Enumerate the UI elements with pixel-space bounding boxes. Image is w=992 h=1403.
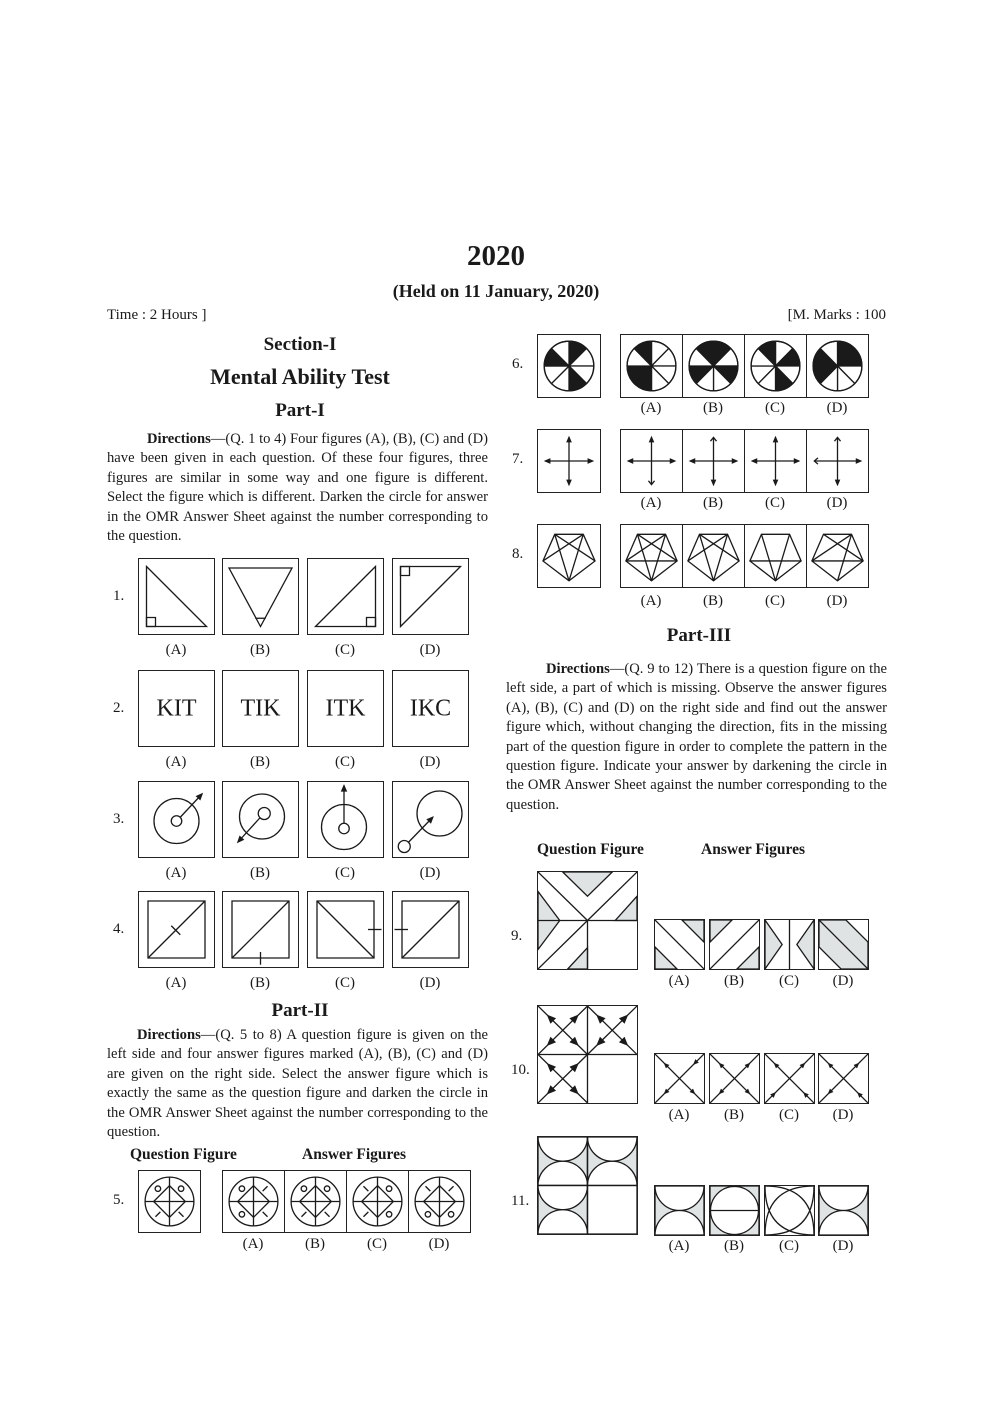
answer-figures-heading: Answer Figures — [701, 841, 806, 858]
figure-drawing — [223, 892, 298, 967]
figure-drawing — [745, 525, 806, 587]
question-number: 6. — [512, 356, 524, 372]
part1-directions — [107, 430, 488, 546]
option-figure-a — [620, 334, 683, 398]
option-figure-c — [744, 524, 807, 588]
figure-stroke — [363, 1212, 368, 1217]
option-figure-d — [408, 1170, 471, 1233]
figure-circle — [448, 1212, 453, 1217]
figure-drawing — [139, 1171, 200, 1232]
figure-stroke — [232, 901, 289, 958]
figure-drawing — [538, 525, 600, 587]
option-figure-b — [222, 891, 299, 968]
option-figure-a — [654, 1185, 705, 1236]
option-label: (B) — [250, 642, 270, 658]
option-label: (D) — [419, 642, 441, 658]
figure-drawing — [347, 1171, 408, 1232]
answer-figures-heading: Answer Figures — [302, 1146, 407, 1163]
figure-stroke — [637, 534, 651, 581]
arrowhead-icon — [774, 480, 778, 484]
directions-label: Directions — [147, 431, 211, 447]
figure-circle — [178, 1186, 183, 1191]
question-number: 2. — [113, 700, 125, 716]
directions-text: —(Q. 5 to 8) A question figure is given on the left side and four answer figures marked (A), (B), (C) and (D) are given on the right side. Select the answer figure which is exactly the same as the question figure and darken the circle in the OMR Answer Sheet against the number corresponding to the question. — [107, 1027, 488, 1141]
figure-polygon — [750, 534, 801, 581]
question-number: 10. — [511, 1062, 530, 1078]
arrowhead-icon — [670, 459, 674, 463]
figure-rect — [367, 618, 376, 627]
option-figure-d — [806, 429, 869, 493]
figure-drawing — [223, 559, 298, 634]
option-label: (C) — [765, 593, 785, 609]
test-title: Mental Ability Test — [210, 364, 390, 389]
figure-word: TIK — [240, 695, 281, 721]
figure-drawing — [745, 335, 806, 397]
question-number: 9. — [511, 928, 523, 944]
option-figure-b — [222, 670, 299, 747]
figure-polygon — [812, 534, 863, 581]
figure-drawing — [223, 782, 298, 857]
figure-drawing — [223, 1171, 284, 1232]
part2-title: Part-II — [271, 1000, 329, 1021]
option-label: (C) — [779, 1107, 799, 1123]
figure-drawing — [683, 525, 744, 587]
option-figure-d — [392, 781, 469, 858]
option-label: (D) — [826, 400, 848, 416]
question-number: 11. — [511, 1193, 530, 1209]
figure-drawing — [621, 335, 682, 397]
figure-polygon — [655, 947, 677, 969]
figure-drawing — [393, 559, 468, 634]
option-label: (B) — [305, 1236, 325, 1252]
figure-drawing — [819, 1054, 868, 1103]
figure-drawing — [538, 430, 600, 492]
figure-drawing — [393, 892, 468, 967]
option-figure-d — [806, 334, 869, 398]
question-figure — [537, 524, 601, 588]
option-figure-b — [709, 1185, 760, 1236]
figure-stroke — [714, 534, 728, 581]
part1-title: Part-I — [275, 400, 325, 421]
figure-drawing — [710, 1054, 759, 1103]
figure-stroke — [325, 1212, 330, 1217]
figure-drawing — [683, 335, 744, 397]
max-marks: [M. Marks : 100 — [787, 307, 886, 323]
figure-rect — [401, 567, 410, 576]
arrowhead-icon — [752, 459, 756, 463]
figure-circle — [155, 1186, 160, 1191]
arrowhead-icon — [650, 437, 654, 441]
option-label: (B) — [703, 495, 723, 511]
option-figure-b — [709, 919, 760, 970]
figure-word: KIT — [156, 695, 197, 721]
directions-label: Directions — [137, 1027, 201, 1043]
figure-drawing — [683, 430, 744, 492]
figure-drawing — [745, 430, 806, 492]
figure-circle — [417, 791, 462, 836]
option-figure-c — [764, 919, 815, 970]
figure-drawing — [710, 920, 759, 969]
directions-text: —(Q. 1 to 4) Four figures (A), (B), (C) and (D) have been given in each question. Of these four figures, three figures are similar in some way and one figure is different. Select the figure which is different. Darken the circle for answer in the OMR Answer Sheet against the number corresponding to the question. — [107, 431, 488, 545]
figure-polygon — [765, 920, 782, 969]
option-label: (C) — [765, 400, 785, 416]
figure-stroke — [652, 534, 666, 581]
figure-drawing — [765, 920, 814, 969]
question-number: 3. — [113, 811, 125, 827]
figure-polygon — [682, 920, 704, 942]
figure-stroke — [555, 534, 569, 581]
figure-path — [765, 1186, 814, 1235]
option-figure-d — [818, 1053, 869, 1104]
figure-drawing — [710, 1186, 759, 1235]
figure-rect — [588, 1186, 638, 1235]
option-label: (C) — [779, 973, 799, 989]
figure-drawing — [538, 1137, 637, 1234]
option-label: (B) — [703, 593, 723, 609]
option-figure-c — [307, 558, 384, 635]
figure-stroke — [363, 1186, 368, 1191]
option-label: (A) — [668, 1238, 690, 1254]
figure-stroke — [776, 534, 790, 581]
question-figure — [537, 1136, 638, 1235]
figure-drawing — [621, 430, 682, 492]
arrowhead-icon — [567, 437, 571, 441]
directions-label: Directions — [546, 661, 610, 677]
option-figure-d — [818, 919, 869, 970]
option-label: (C) — [779, 1238, 799, 1254]
option-label: (D) — [832, 1238, 854, 1254]
option-label: (A) — [640, 495, 662, 511]
question-figure — [537, 334, 601, 398]
question-figure — [537, 429, 601, 493]
figure-circle — [425, 1212, 430, 1217]
figure-drawing — [393, 782, 468, 857]
option-label: (B) — [724, 1238, 744, 1254]
directions-text: —(Q. 9 to 12) There is a question figure on the left side, a part of which is missing. Observe the answer figures (A), (B), (C) and (D) on the right side and find out the answer figure which, without changing the direction, fits in the missing part of the question figure in order to complete the pattern in the question figure. Indicate your answer by darkening the circle in the OMR Answer Sheet against the number corresponding to the question. — [506, 661, 887, 813]
part3-directions — [506, 660, 887, 815]
arrowhead-icon — [712, 480, 716, 484]
option-figure-a — [138, 670, 215, 747]
year-heading: 2020 — [467, 240, 525, 272]
option-label: (D) — [826, 593, 848, 609]
figure-drawing — [807, 430, 868, 492]
option-figure-b — [682, 524, 745, 588]
figure-stroke — [761, 534, 775, 581]
option-figure-b — [682, 429, 745, 493]
figure-circle — [324, 1186, 329, 1191]
figure-circle — [386, 1186, 391, 1191]
figure-rect — [147, 618, 156, 627]
option-figure-a — [654, 1053, 705, 1104]
figure-drawing — [765, 1186, 814, 1235]
figure-drawing — [765, 1054, 814, 1103]
arrowhead-icon — [628, 459, 632, 463]
option-figure-a — [138, 558, 215, 635]
option-label: (C) — [335, 754, 355, 770]
figure-circle — [301, 1186, 306, 1191]
option-label: (A) — [242, 1236, 264, 1252]
option-label: (A) — [640, 400, 662, 416]
arrowhead-icon — [690, 459, 694, 463]
figure-stroke — [838, 534, 852, 581]
figure-stroke — [425, 1186, 430, 1191]
figure-stroke — [317, 901, 374, 958]
figure-polygon — [568, 948, 588, 969]
arrowhead-icon — [545, 459, 549, 463]
figure-path — [765, 1186, 814, 1235]
arrowhead-icon — [774, 437, 778, 441]
figure-drawing — [308, 892, 383, 967]
question-figure-heading: Question Figure — [537, 841, 644, 858]
option-label: (C) — [335, 865, 355, 881]
question-number: 7. — [512, 451, 524, 467]
option-label: (D) — [832, 1107, 854, 1123]
option-figure-d — [818, 1185, 869, 1236]
option-figure-a — [138, 891, 215, 968]
figure-drawing — [308, 782, 383, 857]
figure-polygon — [543, 534, 595, 581]
figure-polygon — [563, 872, 613, 896]
option-label: (D) — [428, 1236, 450, 1252]
figure-word: IKC — [409, 695, 452, 721]
figure-polygon — [688, 534, 739, 581]
figure-stroke — [402, 901, 459, 958]
figure-circle — [239, 1186, 244, 1191]
figure-drawing — [621, 525, 682, 587]
option-figure-c — [764, 1053, 815, 1104]
figure-path — [765, 1186, 814, 1235]
figure-stroke — [155, 1212, 160, 1217]
figure-stroke — [263, 1212, 268, 1217]
figure-polygon — [615, 896, 637, 920]
option-figure-c — [307, 891, 384, 968]
option-label: (C) — [367, 1236, 387, 1252]
arrowhead-icon — [794, 459, 798, 463]
option-figure-b — [284, 1170, 347, 1233]
figure-polygon — [737, 947, 759, 969]
option-figure-a — [620, 524, 683, 588]
option-figure-d — [392, 558, 469, 635]
figure-circle — [239, 1212, 244, 1217]
figure-polygon — [710, 920, 732, 942]
option-figure-c — [346, 1170, 409, 1233]
figure-drawing — [538, 335, 600, 397]
option-label: (A) — [165, 754, 187, 770]
part2-directions — [107, 1026, 488, 1142]
arrowhead-icon — [732, 459, 736, 463]
figure-circle — [386, 1212, 391, 1217]
figure-stroke — [179, 1212, 184, 1217]
held-on-date: (Held on 11 January, 2020) — [392, 281, 600, 301]
arrowhead-icon — [588, 459, 592, 463]
option-figure-c — [307, 781, 384, 858]
section-title: Section-I — [263, 334, 337, 355]
figure-stroke — [263, 1186, 268, 1191]
figure-drawing — [139, 559, 214, 634]
figure-drawing — [285, 1171, 346, 1232]
option-label: (B) — [250, 754, 270, 770]
arrowhead-icon — [342, 786, 347, 791]
option-label: (A) — [640, 593, 662, 609]
option-figure-d — [392, 670, 469, 747]
arrowhead-icon — [567, 480, 571, 484]
figure-circle — [258, 808, 270, 820]
option-figure-a — [620, 429, 683, 493]
figure-drawing — [655, 1186, 704, 1235]
option-label: (B) — [250, 865, 270, 881]
figure-drawing — [655, 920, 704, 969]
option-label: (A) — [165, 865, 187, 881]
option-label: (C) — [765, 495, 785, 511]
figure-drawing — [139, 892, 214, 967]
option-figure-b — [222, 558, 299, 635]
option-label: (D) — [419, 754, 441, 770]
option-figure-b — [682, 334, 745, 398]
option-label: (A) — [165, 642, 187, 658]
option-figure-c — [307, 670, 384, 747]
arrowhead-icon — [856, 459, 860, 463]
option-label: (D) — [826, 495, 848, 511]
figure-drawing — [538, 1006, 637, 1103]
option-figure-a — [222, 1170, 285, 1233]
option-figure-b — [709, 1053, 760, 1104]
question-number: 5. — [113, 1192, 125, 1208]
figure-drawing — [409, 1171, 470, 1232]
option-figure-b — [222, 781, 299, 858]
question-number: 4. — [113, 921, 125, 937]
figure-drawing — [538, 872, 637, 969]
option-label: (D) — [832, 973, 854, 989]
figure-stroke — [569, 534, 583, 581]
figure-drawing — [308, 559, 383, 634]
question-number: 1. — [113, 588, 125, 604]
option-label: (B) — [250, 975, 270, 991]
option-figure-c — [744, 334, 807, 398]
figure-drawing — [655, 1054, 704, 1103]
option-label: (B) — [724, 973, 744, 989]
option-figure-d — [806, 524, 869, 588]
option-label: (A) — [668, 973, 690, 989]
part3-title: Part-III — [666, 625, 732, 646]
figure-path — [765, 1186, 814, 1235]
question-figure — [537, 1005, 638, 1104]
question-figure — [138, 1170, 201, 1233]
question-figure — [537, 871, 638, 970]
question-number: 8. — [512, 546, 524, 562]
arrowhead-icon — [836, 480, 840, 484]
figure-stroke — [148, 901, 205, 958]
option-label: (C) — [335, 642, 355, 658]
figure-stroke — [449, 1186, 454, 1191]
figure-drawing — [807, 335, 868, 397]
figure-word: ITK — [325, 695, 366, 721]
time-info: Time : 2 Hours ] — [107, 307, 207, 323]
figure-stroke — [699, 534, 713, 581]
figure-circle — [339, 823, 350, 834]
question-figure-heading: Question Figure — [130, 1146, 237, 1163]
option-label: (B) — [724, 1107, 744, 1123]
figure-drawing — [807, 525, 868, 587]
figure-circle — [171, 816, 182, 827]
option-figure-a — [654, 919, 705, 970]
option-figure-c — [764, 1185, 815, 1236]
option-label: (A) — [165, 975, 187, 991]
option-label: (C) — [335, 975, 355, 991]
option-figure-d — [392, 891, 469, 968]
option-label: (A) — [668, 1107, 690, 1123]
figure-stroke — [301, 1212, 306, 1217]
option-label: (B) — [703, 400, 723, 416]
figure-drawing — [819, 920, 868, 969]
option-figure-c — [744, 429, 807, 493]
option-figure-a — [138, 781, 215, 858]
figure-polygon — [626, 534, 677, 581]
figure-drawing — [139, 782, 214, 857]
figure-polygon — [797, 920, 814, 969]
option-label: (D) — [419, 865, 441, 881]
figure-drawing — [819, 1186, 868, 1235]
option-label: (D) — [419, 975, 441, 991]
